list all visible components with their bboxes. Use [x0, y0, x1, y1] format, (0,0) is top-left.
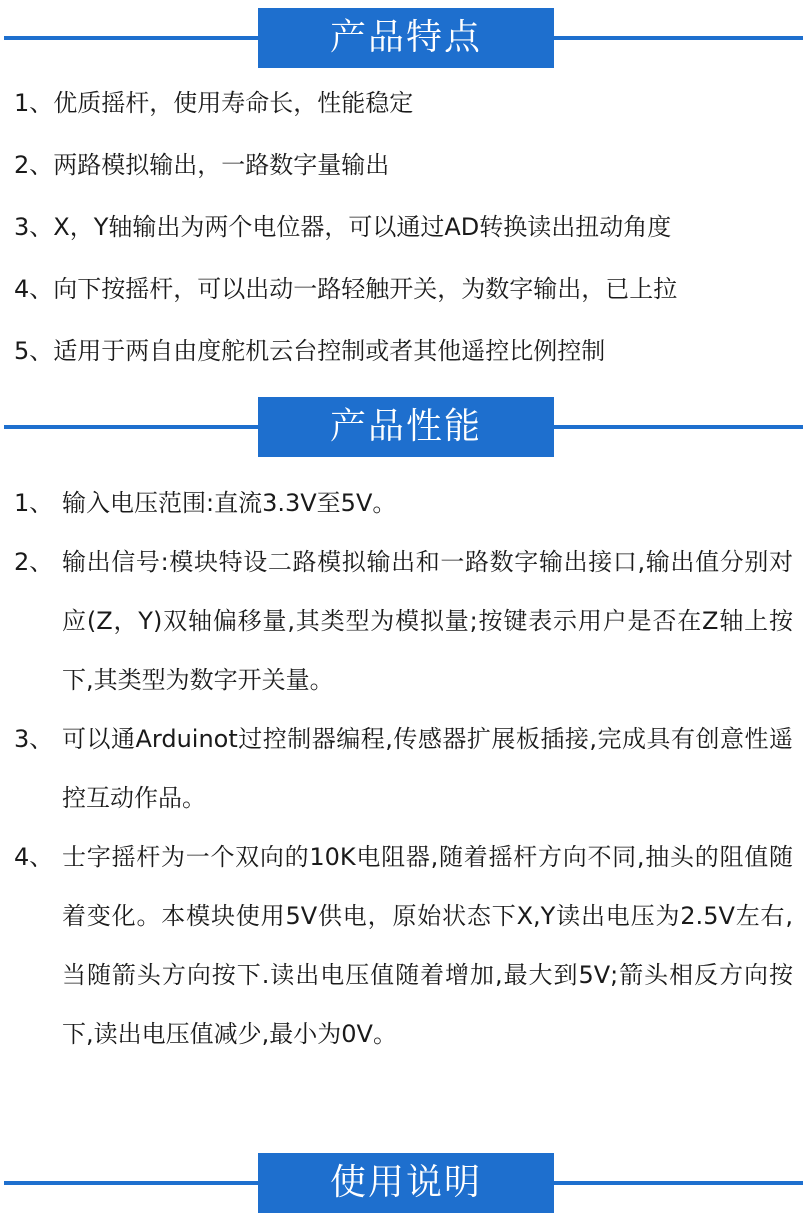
feature-item-1 — [14, 86, 793, 148]
performance-text: 输出信号:模块特设二路模拟输出和一路数字输出接口,输出值分别对应(Z，Y)双轴偏移量,其类型为模拟量;按键表示用户是否在Z轴上按下,其类型为数字开关量。 — [62, 548, 793, 694]
performance-number: 4、 — [14, 843, 54, 871]
performance-text: 士字摇杆为一个双向的10K电阻器,随着摇杆方向不同,抽头的阻值随着变化。本模块使用5V供电，原始状态下X,Y读出电压为2.5V左右,当随箭头方向按下.读出电压值随着增加,最大到5V;箭头相反方向按下,读出电压值减少,最小为0V。 — [62, 843, 793, 1048]
section-header-usage — [0, 1153, 803, 1213]
section-title-performance: 产品性能 — [258, 397, 554, 457]
section-title-features: 产品特点 — [258, 8, 554, 68]
feature-number: 5、 — [14, 337, 54, 365]
feature-text: 优质摇杆，使用寿命长，性能稳定 — [53, 89, 414, 117]
feature-text: 适用于两自由度舵机云台控制或者其他遥控比例控制 — [53, 337, 606, 365]
performance-item-3 — [14, 710, 793, 828]
feature-list — [14, 86, 793, 396]
feature-text: 向下按摇杆，可以出动一路轻触开关，为数字输出，已上拉 — [53, 275, 678, 303]
performance-item-1 — [14, 474, 793, 533]
performance-number: 3、 — [14, 725, 54, 753]
section-header-features — [0, 8, 803, 68]
feature-text: 两路模拟输出，一路数字量输出 — [53, 151, 390, 179]
section-title-usage: 使用说明 — [258, 1153, 554, 1213]
feature-number: 1、 — [14, 89, 54, 117]
section-header-performance — [0, 397, 803, 457]
performance-item-2 — [14, 533, 793, 710]
performance-number: 1、 — [14, 489, 54, 517]
feature-text: X，Y轴输出为两个电位器，可以通过AD转换读出扭动角度 — [53, 213, 672, 241]
performance-number: 2、 — [14, 548, 54, 576]
feature-number: 4、 — [14, 275, 54, 303]
feature-item-4 — [14, 272, 793, 334]
feature-number: 3、 — [14, 213, 54, 241]
feature-item-2 — [14, 148, 793, 210]
feature-item-5 — [14, 334, 793, 396]
feature-number: 2、 — [14, 151, 54, 179]
performance-list — [14, 474, 793, 1064]
feature-item-3 — [14, 210, 793, 272]
performance-text: 可以通Arduinot过控制器编程,传感器扩展板插接,完成具有创意性遥控互动作品。 — [62, 725, 793, 812]
performance-text: 输入电压范围:直流3.3V至5V。 — [62, 489, 397, 517]
performance-item-4 — [14, 828, 793, 1064]
